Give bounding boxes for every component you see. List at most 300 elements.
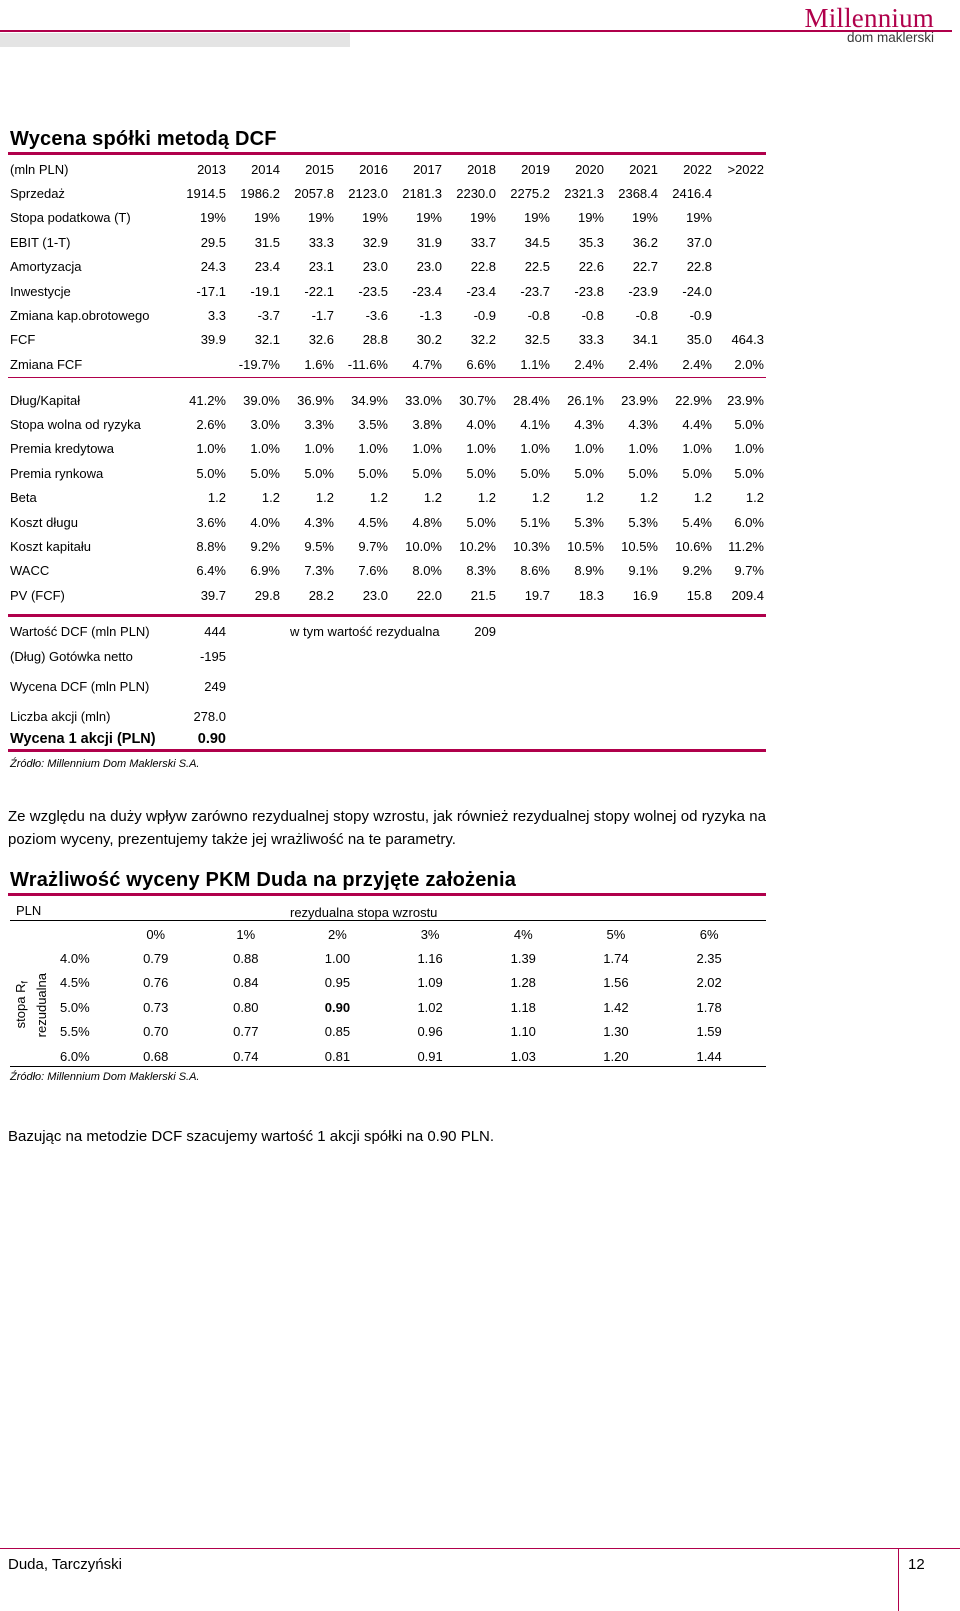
row-label: Stopa wolna od ryzyka [10, 417, 141, 433]
table-cell [712, 255, 764, 279]
table-cell: 19% [361, 210, 388, 226]
row-label: EBIT (1-T) [10, 234, 71, 250]
table-cell: 1.18 [510, 999, 536, 1015]
growth-rate-header: 4% [513, 926, 533, 942]
table-cell: -23.4 [466, 283, 496, 299]
table-cell: 22.8 [470, 259, 496, 275]
row-header-line1: stopa $R_f$ [13, 981, 30, 1029]
residual-label: w tym wartość rezydualna [290, 624, 440, 639]
table-cell: 1.02 [417, 999, 443, 1015]
table-cell: 33.3 [578, 332, 604, 348]
table-row [10, 559, 764, 583]
table-cell: -17.1 [196, 283, 226, 299]
table-cell: 22.7 [632, 259, 658, 275]
dcf-value-label: Wartość DCF (mln PLN) [10, 624, 150, 639]
table-cell: 34.1 [632, 332, 658, 348]
growth-rate-header: 6% [699, 926, 719, 942]
table-cell: 1.2 [261, 490, 280, 506]
table-row [10, 461, 764, 485]
table-cell: 1.16 [417, 951, 443, 967]
table-cell: 1.10 [510, 1024, 536, 1040]
table-cell: 5.0% [196, 465, 226, 481]
table-cell [178, 352, 226, 376]
table-cell: 1.0% [682, 441, 712, 457]
table-cell: 11.2% [728, 539, 764, 555]
table-cell: 4.1% [520, 417, 550, 433]
table-cell: 1.39 [510, 951, 536, 967]
table-cell: 0.80 [233, 999, 259, 1015]
table-cell: 4.5% [358, 514, 388, 530]
table-cell: 4.0% [250, 514, 280, 530]
table-cell: 6.6% [466, 356, 496, 372]
table-cell: 4.7% [412, 356, 442, 372]
table-row [10, 388, 764, 412]
table-cell: 1.1% [520, 356, 550, 372]
risk-free-rate: 6.0% [60, 1048, 90, 1064]
table-cell: 8.9% [574, 563, 604, 579]
table-cell: 1.6% [304, 356, 334, 372]
growth-rate-header: 0% [146, 926, 166, 942]
table-row [10, 412, 764, 436]
table-cell: 1.0% [304, 441, 334, 457]
brand-name: Millennium [804, 3, 934, 33]
table-cell: 2.4% [628, 356, 658, 372]
table-cell: 3.0% [250, 417, 280, 433]
table-cell: 19% [577, 210, 604, 226]
table-cell: 1.0% [520, 441, 550, 457]
dcf-header-row [10, 157, 764, 181]
table-cell: -23.9 [628, 283, 658, 299]
table-cell: 1.0% [628, 441, 658, 457]
valuation-value: 249 [204, 679, 226, 694]
dcf-value: 444 [204, 624, 226, 639]
row-label: WACC [10, 563, 50, 579]
table-cell: 1.42 [603, 999, 629, 1015]
table-cell: 29.5 [200, 234, 226, 250]
year-header: 2021 [629, 161, 658, 177]
table-cell: 9.1% [628, 563, 658, 579]
table-cell: 41.2% [189, 392, 226, 408]
table-cell: 32.9 [362, 234, 388, 250]
per-share-label: Wycena 1 akcji (PLN) [10, 731, 156, 747]
dcf-source: Źródło: Millennium Dom Maklerski S.A. [10, 758, 200, 770]
table-cell: 6.0% [734, 514, 764, 530]
sensitivity-row-header [8, 945, 54, 1065]
dcf-title: Wycena spółki metodą DCF [10, 128, 277, 150]
table-cell: 1.74 [603, 951, 629, 967]
table-cell: 3.5% [358, 417, 388, 433]
table-row [60, 946, 756, 970]
table-cell: 32.2 [470, 332, 496, 348]
row-label: Premia kredytowa [10, 441, 115, 457]
table-cell: 2368.4 [618, 186, 658, 202]
table-cell: 30.7% [459, 392, 496, 408]
table-cell: 5.0% [358, 465, 388, 481]
table-cell: 28.4% [513, 392, 550, 408]
table-cell: 0.96 [417, 1024, 443, 1040]
growth-rate-header: 3% [420, 926, 440, 942]
row-label: Dług/Kapitał [10, 392, 81, 408]
row-header-line2: rezudualna [33, 972, 49, 1038]
table-cell [712, 181, 764, 205]
table-cell: 32.5 [524, 332, 550, 348]
table-cell: 36.9% [297, 392, 334, 408]
table-cell: 9.2% [250, 539, 280, 555]
table-cell: 1.0% [250, 441, 280, 457]
table-cell: 8.8% [196, 539, 226, 555]
table-cell: 10.0% [405, 539, 442, 555]
table-cell: 33.7 [470, 234, 496, 250]
growth-rate-header: 2% [328, 926, 347, 942]
table-cell: -3.7 [257, 308, 280, 324]
table-cell: 19% [631, 210, 658, 226]
table-cell: 1.0% [358, 441, 388, 457]
table-cell: 15.8 [686, 587, 712, 603]
table-cell: 1.78 [696, 999, 722, 1015]
corner-cell [60, 922, 111, 946]
year-header: 2019 [521, 161, 550, 177]
table-cell: 23.4 [254, 259, 280, 275]
table-cell: 29.8 [254, 587, 280, 603]
table-cell: 4.3% [574, 417, 604, 433]
table-cell: 32.1 [254, 332, 280, 348]
table-cell: -0.8 [635, 308, 658, 324]
table-cell: 22.9% [675, 392, 712, 408]
table-cell: 19% [199, 210, 226, 226]
table-cell: 1.2 [639, 490, 658, 506]
table-cell: 22.0 [416, 587, 442, 603]
table-cell: 1.56 [603, 975, 629, 991]
table-cell: 1.2 [207, 490, 226, 506]
table-cell: -24.0 [682, 283, 712, 299]
table-cell: 2275.2 [510, 186, 550, 202]
table-cell: 1.2 [423, 490, 442, 506]
table-cell: 19% [685, 210, 712, 226]
table-cell: 1.0% [734, 441, 764, 457]
table-cell: 30.2 [416, 332, 442, 348]
table-cell: 2123.0 [348, 186, 388, 202]
year-header: 2014 [251, 161, 280, 177]
sensitivity-title-rule [8, 893, 766, 896]
table-cell: 19% [523, 210, 550, 226]
table-cell: 9.5% [304, 539, 334, 555]
row-label: Stopa podatkowa (T) [10, 210, 131, 226]
table-cell: 0.88 [233, 951, 259, 967]
table-cell: -23.5 [358, 283, 388, 299]
table-cell: 1.0% [466, 441, 496, 457]
dcf-divider [8, 377, 766, 378]
table-cell: 4.3% [628, 417, 658, 433]
table-cell: 1.2 [531, 490, 550, 506]
table-cell: 5.3% [628, 514, 658, 530]
net-cash-value: -195 [199, 649, 226, 664]
table-cell: 39.7 [200, 587, 226, 603]
row-label: Amortyzacja [10, 259, 82, 275]
table-cell: 1914.5 [186, 186, 226, 202]
table-cell: 1.09 [417, 975, 443, 991]
row-label: Inwestycje [10, 283, 71, 299]
table-cell: 5.0% [250, 465, 280, 481]
table-cell [712, 206, 764, 230]
table-cell: -19.7% [238, 356, 280, 372]
table-cell [712, 303, 764, 327]
table-cell: 5.0% [734, 465, 764, 481]
wacc-table [10, 388, 764, 608]
row-label: Zmiana kap.obrotowego [10, 308, 150, 324]
table-cell: -23.7 [520, 283, 550, 299]
brand-subtitle: dom maklerski [846, 30, 934, 45]
table-cell: 6.4% [196, 563, 226, 579]
row-label: Premia rynkowa [10, 465, 104, 481]
net-cash-label: (Dług) Gotówka netto [10, 649, 133, 664]
table-row [10, 230, 764, 254]
table-row [10, 303, 764, 327]
table-cell: 0.76 [143, 975, 169, 991]
risk-free-rate: 4.0% [60, 951, 90, 967]
risk-free-rate: 4.5% [60, 975, 90, 991]
table-cell: -1.7 [311, 308, 334, 324]
table-row [10, 486, 764, 510]
table-cell: 10.3% [513, 539, 550, 555]
footer-authors: Duda, Tarczyński [8, 1556, 122, 1573]
table-cell: 1.2 [585, 490, 604, 506]
table-cell: 5.1% [520, 514, 550, 530]
growth-rate-header: 5% [606, 926, 626, 942]
table-cell: 1.0% [196, 441, 226, 457]
table-cell: 32.6 [308, 332, 334, 348]
page-number: 12 [908, 1556, 925, 1573]
table-cell: 1.59 [696, 1024, 722, 1040]
unit-header: (mln PLN) [10, 161, 69, 177]
table-cell: -0.8 [581, 308, 604, 324]
paragraph-sensitivity-intro: Ze względu na duży wpływ zarówno rezydualnej stopy wzrostu, jak również rezydualnej stopy wolnej od ryzyka na poziom wyceny, prezentujemy także jej wrażliwość na te parametry. [8, 808, 766, 848]
table-row [10, 437, 764, 461]
table-row [10, 255, 764, 279]
table-cell: 0.79 [143, 951, 169, 967]
year-header: 2016 [359, 161, 388, 177]
sensitivity-col-header: rezydualna stopa wzrostu [290, 905, 438, 920]
table-cell: 0.95 [324, 975, 351, 991]
table-cell: 19% [415, 210, 442, 226]
table-cell: 4.8% [412, 514, 442, 530]
table-cell: 19.7 [524, 587, 550, 603]
table-cell: 23.0 [362, 259, 388, 275]
table-cell: 21.5 [470, 587, 496, 603]
table-cell: 5.0% [628, 465, 658, 481]
table-cell: -0.9 [473, 308, 496, 324]
table-cell: 23.9% [727, 392, 764, 408]
table-cell: 26.1% [567, 392, 604, 408]
table-cell: 3.3% [304, 417, 334, 433]
row-label: Koszt kapitału [10, 539, 91, 555]
table-row [10, 206, 764, 230]
table-cell: -0.8 [527, 308, 550, 324]
table-cell: 10.2% [459, 539, 496, 555]
table-row [10, 583, 764, 607]
year-header: 2015 [305, 161, 334, 177]
table-cell: 33.3 [308, 234, 334, 250]
table-cell: 7.6% [358, 563, 388, 579]
table-cell: 2.4% [574, 356, 604, 372]
table-row [10, 181, 764, 205]
table-cell: 5.0% [412, 465, 442, 481]
table-cell: 9.7% [734, 563, 764, 579]
table-cell: 1.2 [693, 490, 712, 506]
table-cell: 31.5 [254, 234, 280, 250]
table-cell: 23.9% [621, 392, 658, 408]
table-cell: 8.0% [412, 563, 442, 579]
table-cell: 22.8 [686, 259, 712, 275]
table-cell: 16.9 [632, 587, 658, 603]
brand-logo [805, 4, 935, 44]
sensitivity-table [60, 922, 756, 1068]
table-cell: 1.2 [369, 490, 388, 506]
table-cell: 1.28 [510, 975, 536, 991]
table-cell: 2057.8 [294, 186, 334, 202]
table-row [10, 510, 764, 534]
sensitivity-title: Wrażliwość wyceny PKM Duda na przyjęte założenia [10, 869, 517, 891]
table-cell: 19% [469, 210, 496, 226]
table-cell: -19.1 [250, 283, 280, 299]
table-cell: 1.0% [412, 441, 442, 457]
table-cell: 37.0 [686, 234, 712, 250]
table-cell: 10.5% [567, 539, 604, 555]
sensitivity-header-row [60, 922, 756, 946]
table-cell: 6.9% [250, 563, 280, 579]
table-cell: 1.00 [324, 951, 351, 967]
table-row [10, 352, 764, 376]
table-cell: 5.0% [574, 465, 604, 481]
table-cell: 9.7% [358, 539, 388, 555]
table-cell: 23.0 [416, 259, 442, 275]
table-cell: 34.9% [351, 392, 388, 408]
table-cell: 1.2 [315, 490, 334, 506]
table-row [60, 971, 756, 995]
table-cell: 1.44 [696, 1048, 722, 1064]
year-header: 2017 [413, 161, 442, 177]
dcf-title-rule [8, 152, 766, 155]
table-cell: 22.6 [578, 259, 604, 275]
table-cell: 2.02 [696, 975, 722, 991]
table-cell: 464.3 [731, 332, 764, 348]
table-cell: 36.2 [632, 234, 658, 250]
year-header: 2020 [575, 161, 604, 177]
table-cell: 1.03 [510, 1048, 536, 1064]
table-cell: 7.3% [304, 563, 334, 579]
year-header: >2022 [727, 161, 764, 177]
table-cell: 19% [253, 210, 280, 226]
summary-top-rule [8, 614, 766, 617]
table-cell: 39.9 [200, 332, 226, 348]
table-cell: 2.6% [196, 417, 226, 433]
table-cell: 2416.4 [672, 186, 712, 202]
table-row [60, 995, 756, 1019]
shares-value: 278.0 [193, 709, 226, 724]
table-cell: -3.6 [365, 308, 388, 324]
shares-label: Liczba akcji (mln) [10, 709, 111, 724]
table-cell: 1.0% [574, 441, 604, 457]
table-cell: 8.3% [466, 563, 496, 579]
table-cell: 5.0% [466, 465, 496, 481]
table-cell: 23.0 [362, 587, 388, 603]
row-label: Sprzedaż [10, 186, 65, 202]
table-cell: 2.4% [682, 356, 712, 372]
table-cell: 0.90 [324, 999, 351, 1015]
risk-free-rate: 5.5% [60, 1024, 90, 1040]
table-cell: 19% [307, 210, 334, 226]
table-cell: 8.6% [520, 563, 550, 579]
table-cell: -1.3 [419, 308, 442, 324]
table-cell: 1986.2 [240, 186, 280, 202]
table-cell: 0.70 [143, 1024, 169, 1040]
table-cell [712, 230, 764, 254]
table-cell: 4.4% [682, 417, 712, 433]
valuation-label: Wycena DCF (mln PLN) [10, 679, 150, 694]
row-label: Koszt długu [10, 514, 78, 530]
table-cell: 22.5 [524, 259, 550, 275]
table-cell: 5.0% [682, 465, 712, 481]
table-cell: 2.35 [696, 951, 722, 967]
sensitivity-source: Źródło: Millennium Dom Maklerski S.A. [10, 1071, 200, 1083]
table-cell: 2230.0 [456, 186, 496, 202]
table-cell: 0.84 [233, 975, 259, 991]
sensitivity-unit: PLN [16, 903, 42, 918]
table-row [10, 328, 764, 352]
table-cell: 28.2 [308, 587, 334, 603]
table-cell: 0.85 [324, 1024, 351, 1040]
table-cell: 31.9 [416, 234, 442, 250]
table-cell: 5.0% [466, 514, 496, 530]
sensitivity-bottom-line [10, 1066, 766, 1067]
table-row [60, 1044, 756, 1068]
table-cell: 5.0% [304, 465, 334, 481]
table-cell: 35.3 [578, 234, 604, 250]
header-bar [0, 33, 350, 47]
table-cell: 39.0% [243, 392, 280, 408]
table-cell: 1.30 [603, 1024, 629, 1040]
year-header: 2013 [197, 161, 226, 177]
table-cell: 9.2% [682, 563, 712, 579]
table-cell: 3.6% [196, 514, 226, 530]
footer-rule [0, 1548, 960, 1549]
table-cell: 0.74 [233, 1048, 259, 1064]
table-cell: 0.73 [143, 999, 169, 1015]
table-cell: 10.6% [675, 539, 712, 555]
table-cell: 23.1 [308, 259, 334, 275]
per-share-value: 0.90 [197, 731, 226, 747]
table-cell: 2.0% [734, 356, 764, 372]
table-row [10, 534, 764, 558]
table-cell: 5.0% [734, 417, 764, 433]
table-cell: 1.2 [477, 490, 496, 506]
table-cell: 4.0% [466, 417, 496, 433]
year-header: 2018 [467, 161, 496, 177]
growth-rate-header: 1% [236, 926, 256, 942]
table-cell: 0.77 [233, 1024, 259, 1040]
table-cell: 18.3 [578, 587, 604, 603]
table-cell: -22.1 [304, 283, 334, 299]
table-cell: 0.91 [417, 1048, 443, 1064]
sensitivity-header-line [10, 920, 766, 921]
row-label: Beta [10, 490, 37, 506]
table-cell: 34.5 [524, 234, 550, 250]
row-label: FCF [10, 332, 36, 348]
table-cell: 4.3% [304, 514, 334, 530]
table-cell: 33.0% [405, 392, 442, 408]
table-cell: 2181.3 [402, 186, 442, 202]
table-cell: 3.3 [207, 308, 226, 324]
summary-bottom-rule [8, 749, 766, 752]
